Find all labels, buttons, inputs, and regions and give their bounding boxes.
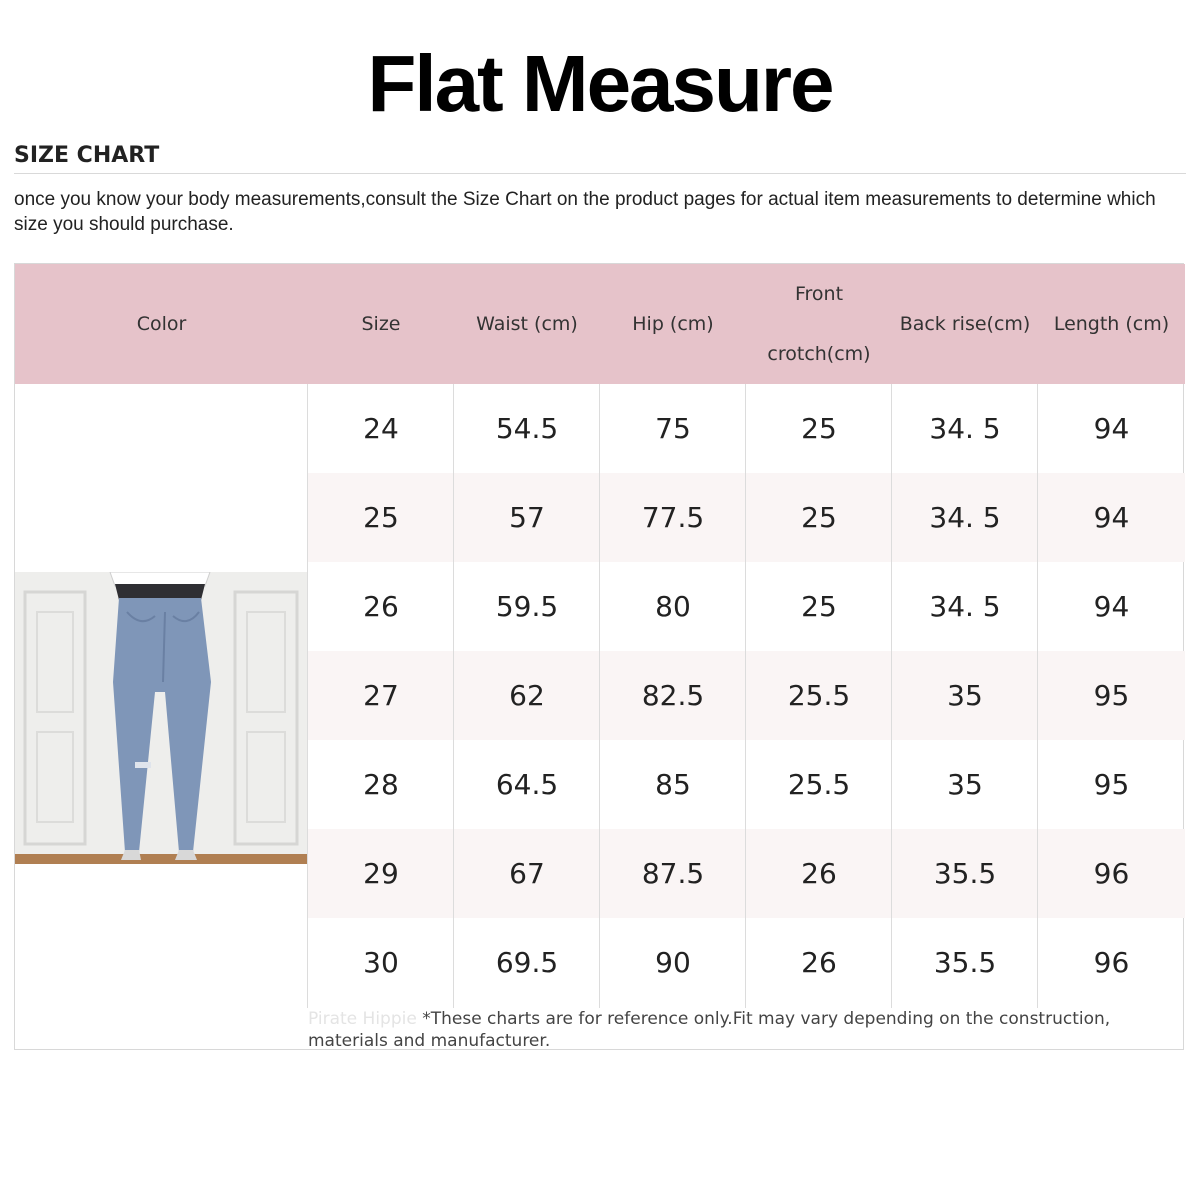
column-divider	[891, 384, 892, 1008]
cell-back-rise: 34. 5	[929, 501, 1001, 534]
cell-waist: 67	[509, 857, 545, 890]
cell-length: 96	[1093, 857, 1130, 890]
cell-waist: 64.5	[495, 768, 559, 801]
table-row	[308, 473, 1185, 562]
table-header-row	[15, 264, 1185, 384]
cell-waist: 62	[509, 679, 545, 712]
cell-back-rise: 34. 5	[929, 590, 1001, 623]
header-size: Size	[361, 313, 401, 335]
table-row	[308, 918, 1185, 1007]
column-divider	[453, 384, 454, 1008]
cell-size: 28	[363, 768, 399, 801]
header-front-crotch	[746, 264, 892, 384]
table-row	[308, 651, 1185, 740]
cell-back-rise: 35	[947, 679, 983, 712]
cell-front-crotch: 25.5	[787, 768, 851, 801]
column-divider	[1037, 384, 1038, 1008]
cell-back-rise: 35	[947, 768, 983, 801]
cell-size: 24	[363, 412, 399, 445]
watermark-text: Pirate Hippie	[308, 1009, 417, 1029]
table-row	[308, 384, 1185, 473]
cell-back-rise: 35.5	[933, 857, 997, 890]
cell-front-crotch: 26	[801, 857, 837, 890]
header-length: Length (cm)	[1053, 313, 1170, 335]
cell-length: 96	[1093, 946, 1130, 979]
jeans-mannequin-image	[15, 572, 307, 864]
header-hip: Hip (cm)	[632, 313, 714, 335]
cell-front-crotch: 25	[801, 590, 837, 623]
cell-front-crotch: 25	[801, 501, 837, 534]
table-row	[308, 740, 1185, 829]
cell-waist: 54.5	[495, 412, 559, 445]
footnote-text: *These charts are for reference only.Fit may vary depending on the construction, materials and manufacturer.	[308, 1009, 1111, 1051]
reference-footnote	[308, 1008, 1178, 1052]
cell-hip: 82.5	[641, 679, 705, 712]
column-divider	[599, 384, 600, 1008]
header-color: Color	[136, 313, 187, 335]
cell-waist: 59.5	[495, 590, 559, 623]
header-front-line1: Front	[794, 283, 844, 305]
cell-hip: 80	[655, 590, 691, 623]
table-row	[308, 829, 1185, 918]
cell-length: 94	[1093, 590, 1130, 623]
cell-back-rise: 34. 5	[929, 412, 1001, 445]
table-row	[308, 562, 1185, 651]
cell-length: 95	[1093, 679, 1130, 712]
cell-waist: 69.5	[495, 946, 559, 979]
cell-size: 26	[363, 590, 399, 623]
cell-length: 95	[1093, 768, 1130, 801]
cell-size: 25	[363, 501, 399, 534]
cell-hip: 77.5	[641, 501, 705, 534]
cell-front-crotch: 26	[801, 946, 837, 979]
section-title: SIZE CHART	[14, 143, 160, 168]
cell-hip: 85	[655, 768, 691, 801]
product-photo	[15, 572, 307, 864]
column-divider	[745, 384, 746, 1008]
cell-size: 30	[363, 946, 399, 979]
cell-back-rise: 35.5	[933, 946, 997, 979]
cell-length: 94	[1093, 412, 1130, 445]
section-divider	[14, 173, 1186, 174]
page-title: Flat Measure	[367, 39, 833, 128]
size-chart-table	[14, 263, 1184, 1050]
intro-text: once you know your body measurements,consult the Size Chart on the product pages for actual item measurements to determine which size you should purchase.	[14, 189, 1156, 235]
cell-front-crotch: 25.5	[787, 679, 851, 712]
header-back-rise: Back rise(cm)	[899, 313, 1031, 335]
cell-hip: 75	[655, 412, 691, 445]
cell-waist: 57	[509, 501, 545, 534]
cell-size: 27	[363, 679, 399, 712]
header-front-line2: crotch(cm)	[767, 343, 871, 365]
cell-hip: 90	[655, 946, 691, 979]
cell-size: 29	[363, 857, 399, 890]
cell-front-crotch: 25	[801, 412, 837, 445]
cell-hip: 87.5	[641, 857, 705, 890]
header-waist: Waist (cm)	[476, 313, 578, 335]
column-divider	[307, 384, 308, 1008]
cell-length: 94	[1093, 501, 1130, 534]
